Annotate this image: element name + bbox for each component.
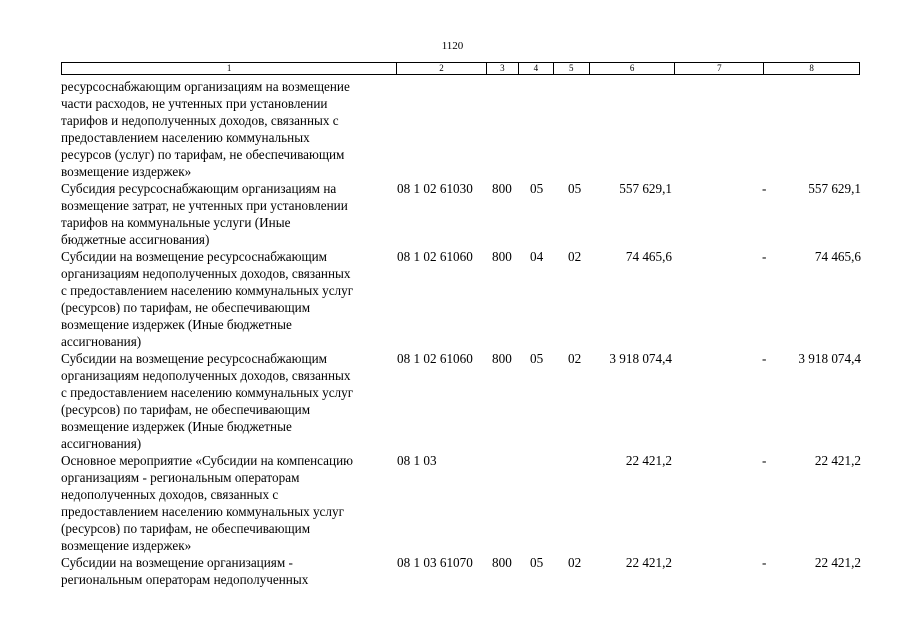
row-col-8: 22 421,2 (814, 555, 861, 570)
row-col-6: 22 421,2 (625, 555, 672, 570)
header-col-1: 1 (62, 63, 397, 74)
row-col-3: 800 (492, 351, 512, 366)
row-code: 08 1 03 61070 (397, 555, 473, 570)
header-col-7: 7 (675, 63, 764, 74)
row-name: Основное мероприятие «Субсидии на компенсацию организациям - региональным операторам недополученных доходов, связанных с предоставлением населению коммунальных услуг (ресурсов) по тарифам, не обеспечивающим возмещение издержек» (61, 453, 354, 553)
row-col-4: 05 (530, 555, 544, 570)
header-col-2: 2 (397, 63, 487, 74)
table-row (61, 452, 881, 554)
row-col-3: 800 (492, 249, 512, 264)
header-col-4: 4 (519, 63, 554, 74)
table-body (61, 78, 881, 588)
row-name: Субсидии на возмещение ресурсоснабжающим организациям недополученных доходов, связанных с предоставлением населению коммунальных услуг (ресурсов) по тарифам, не обеспечивающим возмещение издержек (Иные бюджетные ассигнования) (61, 249, 354, 349)
table-row (61, 248, 881, 350)
row-col-3: 800 (492, 555, 512, 570)
row-col-7: - (762, 249, 767, 264)
row-name: Субсидия ресурсоснабжающим организациям на возмещение затрат, не учтенных при установлении тарифов на коммунальные услуги (Иные бюджетные ассигнования) (61, 181, 348, 247)
row-col-5: 02 (568, 249, 582, 264)
row-col-5: 05 (568, 181, 582, 196)
row-col-8: 22 421,2 (814, 453, 861, 468)
table-row (61, 180, 881, 248)
header-col-3: 3 (487, 63, 519, 74)
table-row (61, 78, 881, 180)
row-code: 08 1 02 61060 (397, 249, 473, 264)
row-col-8: 74 465,6 (814, 249, 861, 264)
header-col-6: 6 (590, 63, 676, 74)
row-col-5: 02 (568, 555, 582, 570)
row-code: 08 1 02 61030 (397, 181, 473, 196)
row-col-4: 04 (530, 249, 544, 264)
table-row (61, 554, 881, 588)
table-row (61, 350, 881, 452)
row-col-8: 557 629,1 (808, 181, 861, 196)
row-code: 08 1 02 61060 (397, 351, 473, 366)
row-code: 08 1 03 (397, 453, 437, 468)
table-header (61, 62, 860, 75)
row-col-3: 800 (492, 181, 512, 196)
row-name: Субсидии на возмещение организациям - региональным операторам недополученных (61, 555, 309, 587)
row-col-7: - (762, 453, 767, 468)
page-number: 1120 (441, 40, 464, 52)
row-col-6: 557 629,1 (619, 181, 672, 196)
row-col-4: 05 (530, 351, 544, 366)
row-name: Субсидии на возмещение ресурсоснабжающим организациям недополученных доходов, связанных с предоставлением населению коммунальных услуг (ресурсов) по тарифам, не обеспечивающим возмещение издержек (Иные бюджетные ассигнования) (61, 351, 354, 451)
row-col-6: 74 465,6 (625, 249, 672, 264)
header-col-8: 8 (809, 63, 814, 73)
row-col-4: 05 (530, 181, 544, 196)
header-col-5: 5 (554, 63, 590, 74)
row-col-7: - (762, 351, 767, 366)
row-col-7: - (762, 555, 767, 570)
row-col-6: 3 918 074,4 (609, 351, 672, 366)
row-col-7: - (762, 181, 767, 196)
row-col-8: 3 918 074,4 (798, 351, 861, 366)
row-col-5: 02 (568, 351, 582, 366)
row-col-6: 22 421,2 (625, 453, 672, 468)
row-name: ресурсоснабжающим организациям на возмещение части расходов, не учтенных при установлении тарифов и недополученных доходов, связанных с предоставлением населению коммунальных ресурсов (услуг) по тарифам, не обеспечивающим возмещение издержек» (61, 79, 350, 179)
